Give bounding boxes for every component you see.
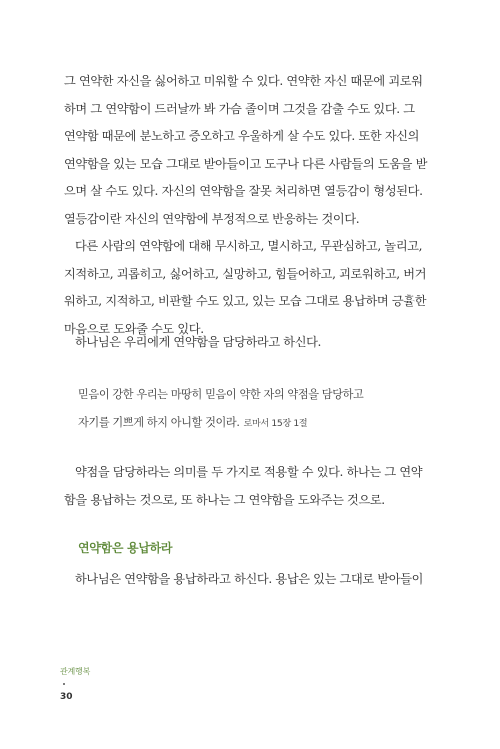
text-line: 열등감이란 자신의 연약함에 부정적으로 반응하는 것이다.	[64, 211, 360, 226]
section-subheading: 연약함은 용납하라	[78, 541, 173, 555]
footer-dot	[63, 683, 65, 685]
text-line: 함을 용납하는 것으로, 또 하나는 그 연약함을 도와주는 것으로.	[64, 492, 385, 507]
text-line: 지적하고, 괴롭히고, 싫어하고, 실망하고, 힘들어하고, 괴로워하고, 버거	[64, 266, 427, 281]
paragraph-2	[64, 233, 436, 343]
text-line: 약점을 담당하라는 의미를 두 가지로 적용할 수 있다. 하나는 그 연약	[75, 465, 423, 479]
page-number: 30	[60, 692, 73, 702]
text-line: 으며 살 수도 있다. 자신의 연약함을 잘못 처리하면 열등감이 형성된다.	[64, 184, 423, 198]
text-line: 그 연약한 자신을 싫어하고 미워할 수 있다. 연약한 자신 때문에 괴로워	[64, 74, 423, 88]
text-line: 연약함을 있는 모습 그대로 받아들이고 도구나 다른 사람들의 도움을 받	[64, 156, 427, 171]
text-line: 마음으로 도와줄 수도 있다.	[64, 321, 204, 336]
text-line: 하며 그 연약함이 드러날까 봐 가슴 졸이며 그것을 감출 수도 있다. 그	[64, 101, 415, 116]
quote-line-with-citation	[78, 409, 438, 438]
text-line: 워하고, 지적하고, 비판할 수도 있고, 있는 모습 그대로 용납하며 긍휼한	[64, 294, 427, 308]
text-line: 연약함 때문에 분노하고 증오하고 우울하게 살 수도 있다. 또한 자신의	[64, 129, 420, 143]
paragraph-1	[64, 68, 436, 233]
paragraph-5	[64, 566, 436, 594]
quote-citation: 로마서 15장 1절	[243, 418, 308, 429]
running-footer-title: 관계행복	[60, 667, 91, 676]
quote-line: 믿음이 강한 우리는 마땅히 믿음이 약한 자의 약점을 담당하고	[78, 388, 364, 401]
text-line: 다른 사람의 연약함에 대해 무시하고, 멸시하고, 무관심하고, 놀리고,	[75, 239, 423, 253]
quote-line: 자기를 기쁘게 하지 아니할 것이라.	[78, 416, 240, 429]
text-line: 하나님은 연약함을 용납하라고 하신다. 용납은 있는 그대로 받아들이	[75, 572, 424, 586]
scripture-quote	[78, 381, 438, 438]
paragraph-3	[64, 329, 436, 357]
paragraph-4	[64, 459, 436, 514]
text-line: 하나님은 우리에게 연약함을 담당하라고 하신다.	[75, 335, 322, 349]
